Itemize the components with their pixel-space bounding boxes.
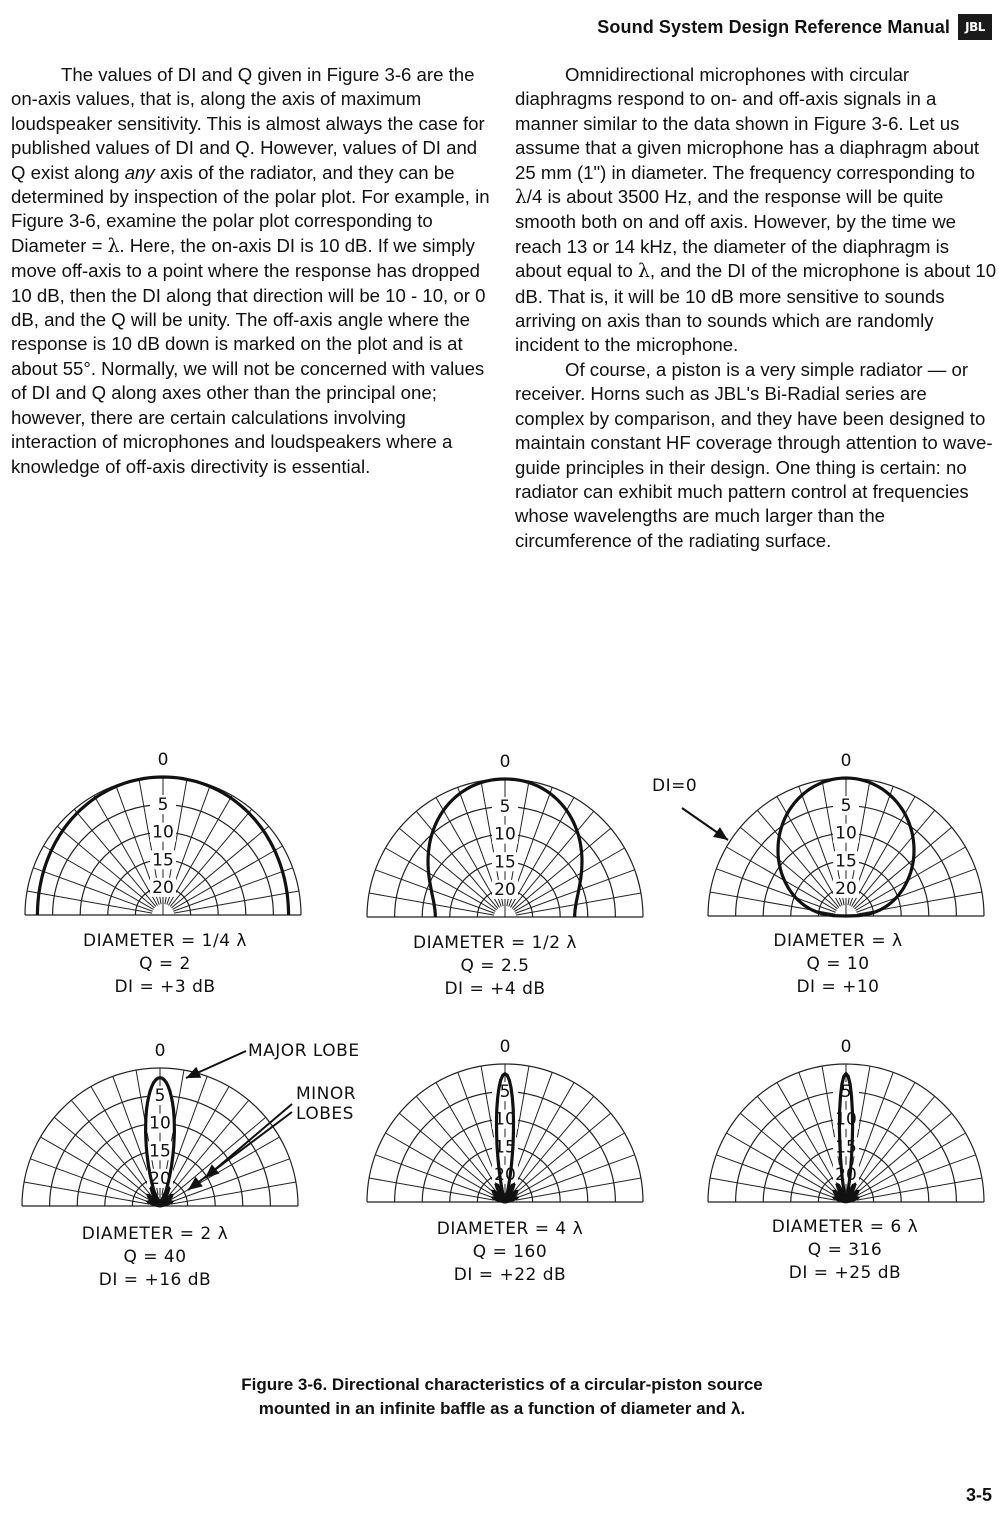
polar-spoke [740,1113,837,1195]
polar-spoke [513,828,610,910]
ring-label: 20 [152,877,174,898]
ring-label: 5 [840,796,852,817]
di-value: DI = +10 [796,977,880,997]
polar-spoke [399,828,496,910]
ring-label: 5 [154,1086,166,1107]
polar-spoke [710,1178,835,1200]
diameter-label: DIAMETER = 4 λ [436,1219,584,1239]
minor-lobes-label: MINOR LOBES [296,1084,357,1124]
ring-label: 0 [499,1037,511,1057]
polar-plot-4 [22,1041,298,1206]
di-zero-arrow [682,808,728,840]
polar-spoke [54,1117,151,1199]
ring-label: 15 [835,851,857,872]
ring-label: 10 [835,823,857,844]
q-value: Q = 316 [807,1240,883,1260]
caption-line-1: Figure 3-6. Directional characteristics of a circular-piston source [241,1375,763,1394]
polar-plot-5 [367,1037,643,1202]
polar-spoke [171,1182,296,1204]
major-lobe-label: MAJOR LOBE [248,1041,360,1061]
minor-lobe-arrow-2 [188,1112,292,1190]
q-value: Q = 2 [139,954,191,974]
q-value: Q = 160 [472,1242,548,1262]
polar-spoke [27,891,152,913]
caption-line-2: mounted in an infinite baffle as a function of diameter and λ. [258,1399,746,1418]
ring-label: 20 [494,879,516,900]
polar-plot-1 [25,750,301,915]
ring-label: 20 [835,878,857,899]
plot-label-4 [30,1223,280,1292]
text-column-left [11,63,491,479]
polar-spoke [513,1113,610,1195]
polar-spoke [171,826,268,908]
polar-spoke [853,810,935,907]
polar-plot-6 [708,1037,984,1202]
page-header [597,12,992,42]
polar-spoke [168,1117,265,1199]
arrow-shaft [188,1112,292,1190]
polar-spoke [399,1113,496,1195]
figure-caption [0,1373,1004,1421]
polar-spoke [369,1178,494,1200]
text-column-right [515,63,997,553]
ring-label: 15 [149,1141,171,1162]
plot-label-5 [385,1218,635,1287]
diameter-label: DIAMETER = 1/2 λ [413,933,577,953]
ring-label: 20 [835,1164,857,1185]
polar-spoke [167,1100,249,1197]
ring-label: 15 [494,852,516,873]
diameter-label: DIAMETER = λ [773,931,903,951]
ring-label: 10 [835,1109,857,1130]
ring-label: 20 [149,1168,171,1189]
di-value: DI = +25 dB [788,1263,902,1283]
polar-spoke [24,1182,149,1204]
polar-spoke [71,1100,153,1197]
diameter-label: DIAMETER = 2 λ [81,1224,229,1244]
ring-label: 5 [840,1082,852,1103]
polar-spoke [416,1096,498,1193]
polar-spoke [740,827,837,909]
diameter-label: DIAMETER = 6 λ [771,1217,919,1237]
arrow-head [188,1177,203,1190]
polar-spoke [853,1096,935,1193]
polar-spoke [512,1096,594,1193]
polar-spoke [74,809,156,906]
ring-label: 0 [154,1041,166,1061]
diameter-label: DIAMETER = 1/4 λ [83,931,247,951]
polar-spoke [170,809,252,906]
plot-label-1 [55,930,275,999]
polar-plot-3 [708,751,984,916]
plot-label-2 [385,932,605,1001]
jbl-logo: JBL [958,14,992,40]
figure-3-6 [0,740,1004,1320]
di-value: DI = +16 dB [98,1270,212,1290]
q-value: Q = 2.5 [460,956,530,976]
ring-label: 10 [149,1113,171,1134]
ring-label: 15 [494,1137,516,1158]
paragraph: Of course, a piston is a very simple radiator — or receiver. Horns such as JBL's Bi-Radial series are complex by comparison, and they have been designed to maintain constant HF coverage through attention to wave-guide principles in their design. One thing is certain: no radiator can exhibit much pattern control at frequencies whose wavelengths are much larger than the circumference of the radiating surface. [515,358,993,551]
page-number: 3-5 [965,1485,992,1505]
di-zero-label: DI=0 [652,776,698,796]
polar-spoke [757,1096,839,1193]
ring-label: 5 [157,795,169,816]
ring-label: 0 [157,750,169,770]
paragraph: Omnidirectional microphones with circular diaphragms respond to on- and off-axis signals in a manner similar to the data shown in Figure 3-6. Let us assume that a given microphone has a diaphragm about 25 mm (1") in diameter. The frequency corresponding to λ/4 is about 3500 Hz, and the response will be quite smooth both on and off axis. However, by the time we reach 13 or 14 kHz, the diameter of the diaphragm is about equal to λ, and the DI of the microphone is about 10 dB. That is, it will be 10 dB more sensitive to sounds arriving on axis than to sounds which are randomly incident to the microphone. [515,64,997,356]
ring-label: 5 [499,797,511,818]
plot-label-3 [728,930,948,999]
manual-title: Sound System Design Reference Manual [597,16,950,37]
polar-spoke [854,1113,951,1195]
ring-label: 15 [835,1137,857,1158]
polar-spoke [757,810,839,907]
plot-label-6 [720,1216,970,1285]
ring-label: 10 [494,824,516,845]
di-value: DI = +22 dB [453,1265,567,1285]
ring-label: 5 [499,1082,511,1103]
polar-spoke [174,891,299,913]
major-lobe-arrow [186,1051,246,1078]
q-value: Q = 40 [123,1247,187,1267]
ring-label: 15 [152,850,174,871]
ring-label: 0 [840,1037,852,1057]
ring-label: 20 [494,1164,516,1185]
ring-label: 0 [499,752,511,772]
ring-label: 10 [152,822,174,843]
paragraph: The values of DI and Q given in Figure 3-6 are the on-axis values, that is, along the axis of maximum loudspeaker sensitivity. This is almost always the case for published values of DI and Q. However, values of DI and Q exist along any axis of the radiator, and they can be determined by inspection of the polar plot. For example, in Figure 3-6, examine the polar plot corresponding to Diameter = λ. Here, the on-axis DI is 10 dB. If we simply move off-axis to a point where the response has dropped 10 dB, then the DI along that direction will be 10 - 10, or 0 dB, and the Q will be unity. The off-axis angle where the response is 10 dB down is marked on the plot and is at about 55°. Normally, we will not be concerned with values of DI and Q along axes other than the principal one; however, there are certain calculations involving interaction of microphones and loudspeakers where a knowledge of off-axis directivity is essential. [11,64,490,477]
polar-plot-2 [367,752,643,917]
ring-label: 10 [494,1109,516,1130]
polar-spoke [57,826,154,908]
di-value: DI = +3 dB [114,977,216,997]
di-value: DI = +4 dB [444,979,546,999]
ring-label: 0 [840,751,852,771]
q-value: Q = 10 [806,954,870,974]
arrow-head [713,827,728,840]
polar-spoke [516,1178,641,1200]
polar-spoke [854,827,951,909]
polar-spoke [857,1178,982,1200]
